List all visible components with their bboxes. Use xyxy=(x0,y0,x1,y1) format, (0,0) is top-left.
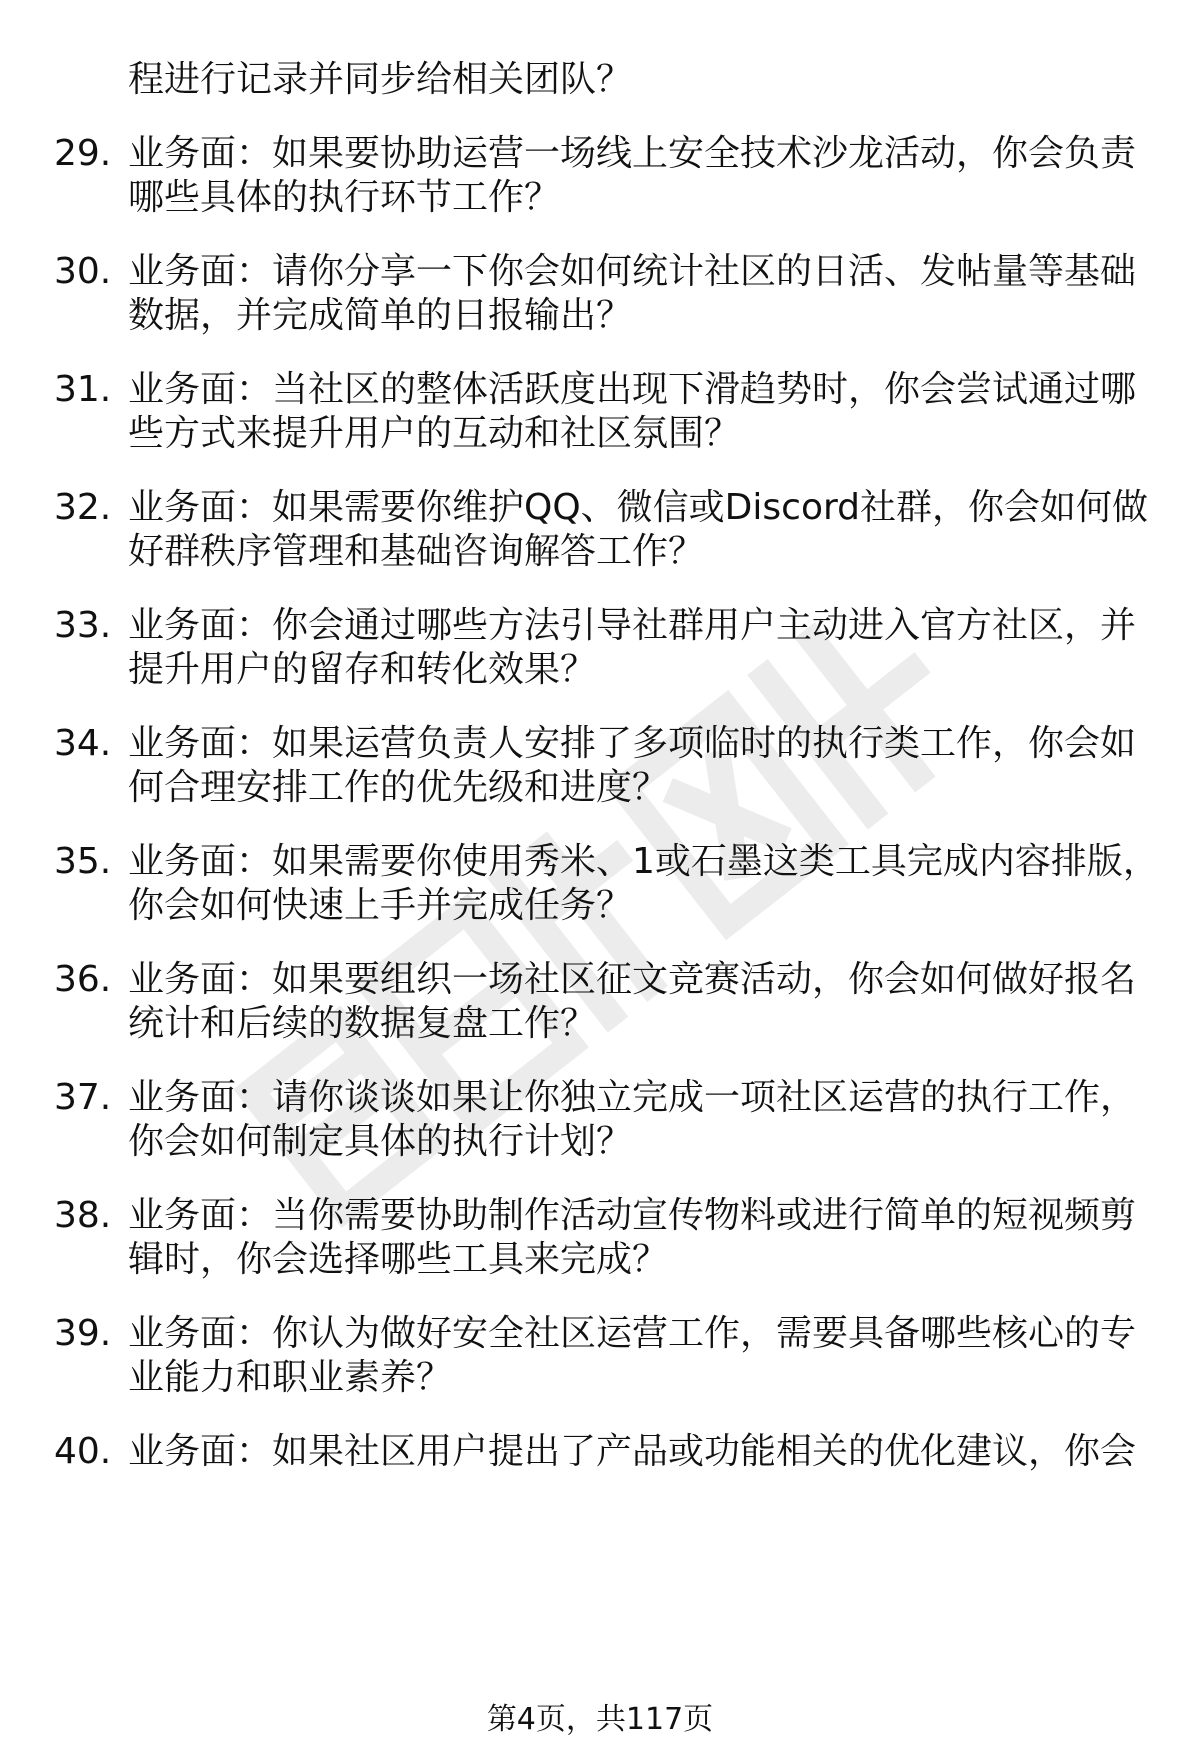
question-text-line2: 哪些具体的执行环节工作？ xyxy=(128,177,561,218)
question-text-line2: 提升用户的留存和转化效果？ xyxy=(128,649,597,690)
question-number: 29. xyxy=(54,133,112,174)
question-text-line2: 你会如何快速上手并完成任务？ xyxy=(128,885,633,926)
question-text-line1: 业务面：请你分享一下你会如何统计社区的日活、发帖量等基础 xyxy=(128,251,1137,292)
question-text-line1: 业务面：如果要协助运营一场线上安全技术沙龙活动，你会负责 xyxy=(128,133,1137,174)
question-text-line1: 业务面：如果需要你维护QQ、微信或Discord社群，你会如何做 xyxy=(128,487,1148,528)
question-text-line2: 业能力和职业素养？ xyxy=(128,1357,453,1398)
question-text-line2: 好群秩序管理和基础咨询解答工作？ xyxy=(128,531,705,572)
question-number: 36. xyxy=(54,959,112,1000)
question-number: 32. xyxy=(54,487,112,528)
question-text-line2: 何合理安排工作的优先级和进度？ xyxy=(128,767,669,808)
page-footer: 第4页，共117页 xyxy=(486,1702,714,1737)
question-number: 40. xyxy=(54,1431,112,1472)
question-number: 33. xyxy=(54,605,112,646)
question-text-line2: 辑时，你会选择哪些工具来完成？ xyxy=(128,1239,669,1280)
question-text-line1: 业务面：当社区的整体活跃度出现下滑趋势时，你会尝试通过哪 xyxy=(128,369,1137,410)
question-text-line1: 业务面：如果要组织一场社区征文竞赛活动，你会如何做好报名 xyxy=(128,959,1137,1000)
question-text-line1: 业务面：请你谈谈如果让你独立完成一项社区运营的执行工作， xyxy=(128,1077,1137,1118)
question-number: 34. xyxy=(54,723,112,764)
question-text-line2: 你会如何制定具体的执行计划？ xyxy=(128,1121,633,1162)
continued-line: 程进行记录并同步给相关团队？ xyxy=(128,59,633,100)
question-text-line1: 业务面：如果运营负责人安排了多项临时的执行类工作，你会如 xyxy=(128,723,1137,764)
question-text-line2: 统计和后续的数据复盘工作？ xyxy=(128,1003,597,1044)
question-text-line1: 业务面：如果需要你使用秀米、1或石墨这类工具完成内容排版， xyxy=(128,841,1159,882)
question-number: 30. xyxy=(54,251,112,292)
question-number: 31. xyxy=(54,369,112,410)
question-number: 35. xyxy=(54,841,112,882)
question-text-line2: 些方式来提升用户的互动和社区氛围？ xyxy=(128,413,741,454)
question-number: 37. xyxy=(54,1077,112,1118)
question-number: 39. xyxy=(54,1313,112,1354)
question-text-line1: 业务面：当你需要协助制作活动宣传物料或进行简单的短视频剪 xyxy=(128,1195,1137,1236)
question-number: 38. xyxy=(54,1195,112,1236)
question-text-line2: 数据，并完成简单的日报输出？ xyxy=(128,295,633,336)
question-text-line1: 业务面：如果社区用户提出了产品或功能相关的优化建议，你会 xyxy=(128,1431,1137,1472)
question-text-line1: 业务面：你认为做好安全社区运营工作，需要具备哪些核心的专 xyxy=(128,1313,1137,1354)
question-text-line1: 业务面：你会通过哪些方法引导社群用户主动进入官方社区，并 xyxy=(128,605,1137,646)
